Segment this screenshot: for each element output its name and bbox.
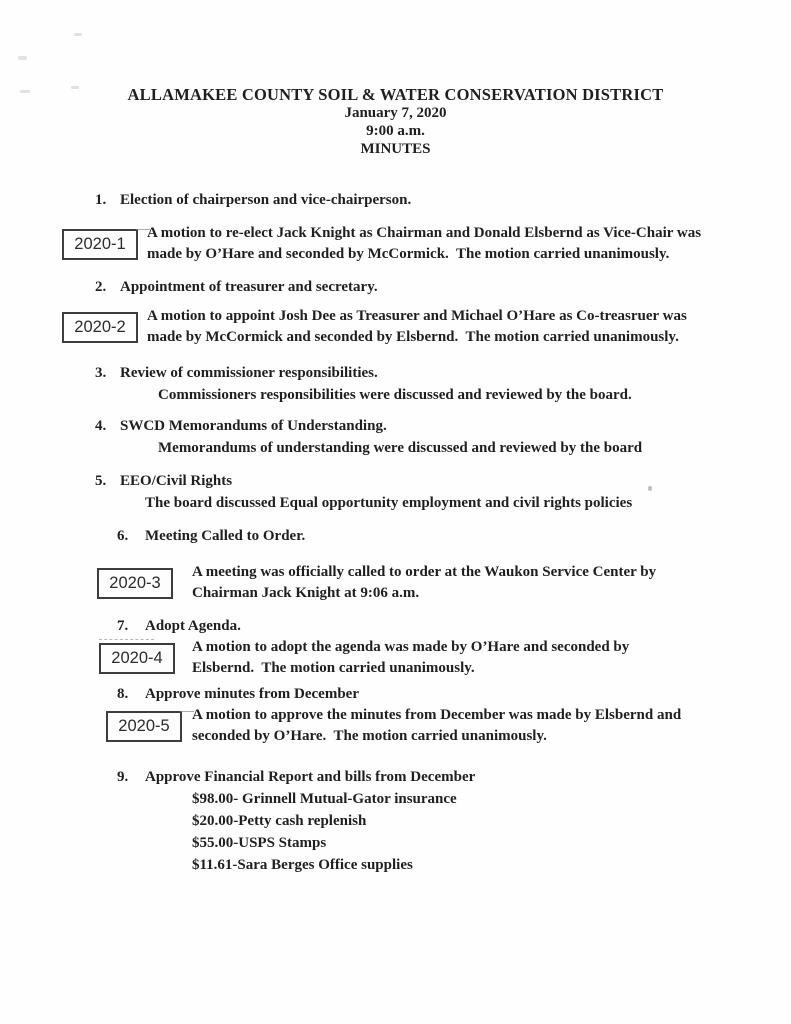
bill-line: $55.00-USPS Stamps <box>192 835 327 851</box>
item-note: Memorandums of understanding were discussed and reviewed by the board <box>158 440 643 456</box>
agenda-item-2 <box>95 277 791 298</box>
motion-number-box <box>99 643 175 674</box>
motion-2020-1 <box>62 223 791 265</box>
motion-number-label: 2020-2 <box>74 317 126 336</box>
item-note: The board discussed Equal opportunity employment and civil rights policies <box>145 495 633 511</box>
motion-2020-2 <box>62 306 791 348</box>
motion-2020-5 <box>106 705 791 747</box>
item-heading-text: Appointment of treasurer and secretary. <box>120 279 378 295</box>
item-number: 5. <box>95 473 107 489</box>
motion-number-label: 2020-5 <box>118 716 170 735</box>
motion-2020-3 <box>97 562 791 604</box>
motion-text: A meeting was officially called to order at the Waukon Service Center by Chairman Jack Knight at 9:06 a.m. <box>192 564 660 601</box>
item-heading-text: Adopt Agenda. <box>145 618 241 634</box>
motion-number-box <box>62 312 138 343</box>
motion-number-box <box>97 568 173 599</box>
motion-number-label: 2020-4 <box>111 648 163 667</box>
meeting-date: January 7, 2020 <box>344 105 447 121</box>
bill-line: $20.00-Petty cash replenish <box>192 813 367 829</box>
motion-2020-4 <box>99 637 791 679</box>
motion-text: A motion to approve the minutes from December was made by Elsbernd and seconded by O’Hare. The motion carried unanimously. <box>192 707 685 744</box>
agenda-item-8 <box>117 684 791 705</box>
item-number: 9. <box>117 769 129 785</box>
motion-number-label: 2020-3 <box>109 573 161 592</box>
scan-artifact <box>18 56 27 60</box>
motion-text: A motion to re-elect Jack Knight as Chairman and Donald Elsbernd as Vice-Chair was made by O’Hare and seconded by McCormick. The motion carried unanimously. <box>147 225 705 262</box>
scan-artifact <box>20 90 30 93</box>
bill-line: $11.61-Sara Berges Office supplies <box>192 857 413 873</box>
item-heading-text: Approve Financial Report and bills from December <box>145 769 476 785</box>
scan-artifact <box>74 33 82 36</box>
agenda-item-9 <box>117 767 791 788</box>
item-heading-text: Election of chairperson and vice-chairperson. <box>120 192 412 208</box>
item-note: Commissioners responsibilities were discussed and reviewed by the board. <box>158 387 632 403</box>
item-number: 2. <box>95 279 107 295</box>
agenda-item-5 <box>95 471 791 492</box>
document-type-label: MINUTES <box>360 141 431 157</box>
document-header <box>0 0 791 158</box>
item-heading-text: Review of commissioner responsibilities. <box>120 365 378 381</box>
document-title: ALLAMAKEE COUNTY SOIL & WATER CONSERVATION DISTRICT <box>127 85 664 104</box>
agenda-item-4 <box>95 416 791 437</box>
agenda-item-7 <box>117 616 791 637</box>
motion-text: A motion to appoint Josh Dee as Treasurer and Michael O’Hare as Co-treasruer was made by McCormick and seconded by Elsbernd. The motion carried unanimously. <box>147 308 691 345</box>
agenda-item-1 <box>95 190 791 211</box>
motion-number-label: 2020-1 <box>74 234 126 253</box>
motion-number-box <box>62 229 138 260</box>
scan-artifact <box>71 86 79 89</box>
item-number: 4. <box>95 418 107 434</box>
item-number: 1. <box>95 192 107 208</box>
motion-number-box <box>106 711 182 742</box>
bills-list <box>192 788 791 876</box>
item-heading-text: EEO/Civil Rights <box>120 473 233 489</box>
item-number: 7. <box>117 618 129 634</box>
scan-artifact <box>648 486 652 491</box>
item-number: 3. <box>95 365 107 381</box>
agenda-item-3 <box>95 363 791 384</box>
item-heading-text: SWCD Memorandums of Understanding. <box>120 418 387 434</box>
meeting-time: 9:00 a.m. <box>366 123 425 139</box>
motion-text: A motion to adopt the agenda was made by O’Hare and seconded by Elsbernd. The motion carried unanimously. <box>192 639 634 676</box>
item-number: 6. <box>117 528 129 544</box>
item-heading-text: Meeting Called to Order. <box>145 528 306 544</box>
bill-line: $98.00- Grinnell Mutual-Gator insurance <box>192 791 457 807</box>
item-number: 8. <box>117 686 129 702</box>
agenda-item-6 <box>117 526 791 547</box>
item-heading-text: Approve minutes from December <box>145 686 359 702</box>
